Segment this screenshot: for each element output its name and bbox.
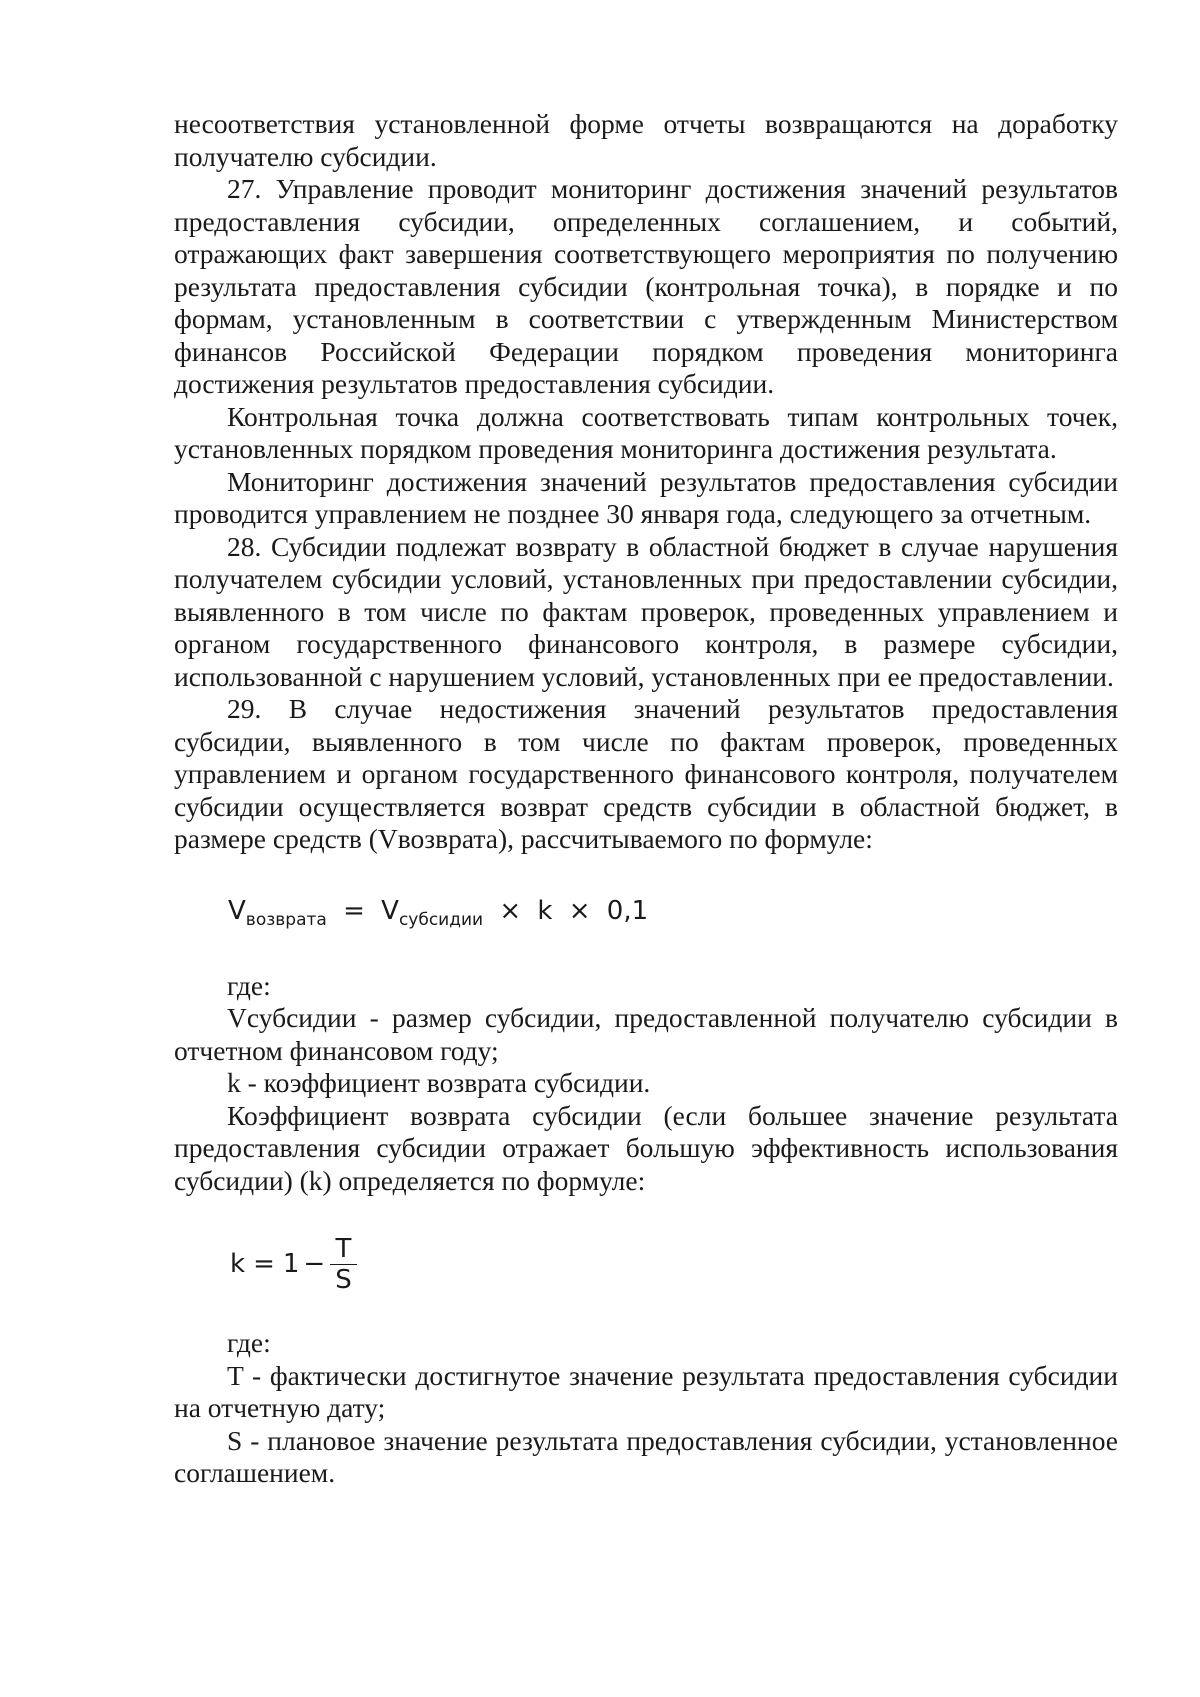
formula-rhs-symbol: V [381,895,399,926]
formula2-denominator: S [335,1264,352,1295]
where-label-1: где: [227,969,271,1001]
formula2-equals: = [253,1248,275,1279]
formula2-numerator: T [330,1234,358,1265]
formula2-one: 1 [282,1248,300,1279]
paragraph-29: 29. В случае недостижения значений результатов предоставления субсидии, выявленного в том числе по фактам проверок, проведенных управлением и органом государственного финансового контроля, получателем субсидии осуществляется возврат средств субсидии в областной бюджет, в размере средств (Vвозврата), рассчитываемого по формуле: [174,693,1118,854]
paragraph-control-point: Контрольная точка должна соответствовать типам контрольных точек, установленных порядком проведения мониторинга достижения результата. [174,400,1118,464]
definition-t: T - фактически достигнутое значение результата предоставления субсидии на отчетную дату; [174,1359,1118,1423]
definition-v-subsidy: Vсубсидии - размер субсидии, предоставленной получателю субсидии в отчетном финансовом году; [174,1002,1118,1066]
formula2-fraction [329,1234,358,1295]
formula2-lhs: k [230,1248,246,1279]
definition-k: k - коэффициент возврата субсидии. [227,1067,651,1098]
formula-lhs-symbol: V [228,895,246,926]
formula-times-2: × [568,895,591,926]
paragraph-continuation: несоответствия установленной форме отчеты возвращаются на доработку получателю субсидии. [174,108,1118,172]
formula-equals: = [343,895,365,926]
paragraph-monitoring: Мониторинг достижения значений результатов предоставления субсидии проводится управлением не позднее 30 января года, следующего за отчетным. [174,465,1118,529]
document-page [174,108,1118,1490]
formula-k: k [537,895,553,926]
paragraph-coefficient: Коэффициент возврата субсидии (если большее значение результата предоставления субсидии отражает большую эффективность использования субсидии) (k) определяется по формуле: [174,1099,1118,1196]
formula2-minus: − [303,1248,326,1279]
definition-s: S - плановое значение результата предоставления субсидии, установленное соглашением. [174,1424,1118,1488]
paragraph-27: 27. Управление проводит мониторинг достижения значений результатов предоставления субсидии, определенных соглашением, и событий, отражающих факт завершения соответствующего мероприятия по получению результата предоставления субсидии (контрольная точка), в порядке и по формам, установленным в соответствии с утвержденным Министерством финансов Российской Федерации порядком проведения мониторинга достижения результатов предоставления субсидии. [174,173,1118,399]
formula-times-1: × [499,895,522,926]
formula-coefficient [174,1227,1118,1301]
formula-constant: 0,1 [606,895,649,926]
formula-return-amount [174,894,1118,928]
formula-lhs-subscript: возврата [245,909,327,930]
formula-rhs-subscript: субсидии [398,909,484,930]
where-label-2: где: [227,1327,271,1358]
paragraph-28: 28. Субсидии подлежат возврату в областной бюджет в случае нарушения получателем субсидии условий, установленных при предоставлении субсидии, выявленного в том числе по фактам проверок, проведенных управлением и органом государственного финансового контроля, в размере субсидии, использованной с нарушением условий, установленных при ее предоставлении. [174,530,1118,692]
